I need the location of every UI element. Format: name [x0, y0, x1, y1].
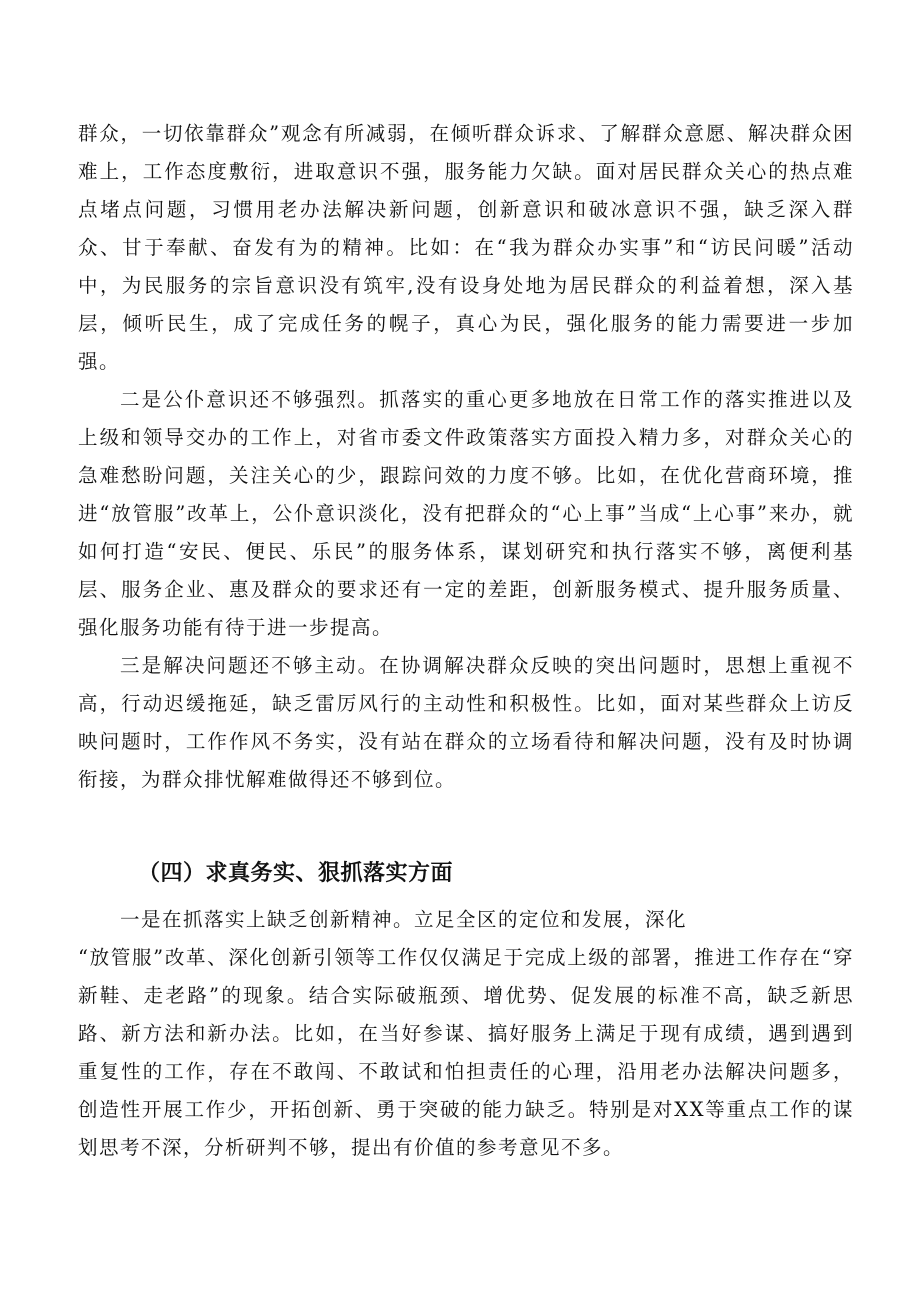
body-text-bottom — [78, 901, 854, 1167]
paragraph-innovation-body: “放管服”改革、深化创新引领等工作仅仅满足于完成上级的部署，推进工作存在“穿新鞋、走老路”的现象。结合实际破瓶颈、增优势、促发展的标准不高，缺乏新思路、新方法和新办法。比如，在当好参谋、搞好服务上满足于现有成绩，遇到遇到重复性的工作，存在不敢闯、不敢试和怕担责任的心理，沿用老办法解决问题多，创造性开展工作少，开拓创新、勇于突破的能力缺乏。特别是对XX等重点工作的谋划思考不深，分析研判不够，提出有价值的参考意见不多。 — [78, 946, 854, 1159]
paragraph-continuation: 群众，一切依靠群众”观念有所减弱，在倾听群众诉求、了解群众意愿、解决群众困难上，工作态度敷衍，进取意识不强，服务能力欠缺。面对居民群众关心的热点难点堵点问题，习惯用老办法解决新问题，创新意识和破冰意识不强，缺乏深入群众、甘于奉献、奋发有为的精神。比如：在“我为群众办实事”和“访民问暖”活动中，为民服务的宗旨意识没有筑牢,没有设身处地为居民群众的利益着想，深入基层，倾听民生，成了完成任务的幌子，真心为民，强化服务的能力需要进一步加强。 — [78, 122, 854, 373]
paragraph-problem-solving: 三是解决问题还不够主动。在协调解决群众反映的突出问题时，思想上重视不高，行动迟缓拖延，缺乏雷厉风行的主动性和积极性。比如，面对某些群众上访反映问题时，工作作风不务实，没有站在群众的立场看待和解决问题，没有及时协调衔接，为群众排忧解难做得还不够到位。 — [78, 654, 854, 791]
paragraph-innovation-lead: 一是在抓落实上缺乏创新精神。立足全区的定位和发展，深化 — [120, 908, 688, 931]
paragraph-public-servant: 二是公仆意识还不够强烈。抓落实的重心更多地放在日常工作的落实推进以及上级和领导交办的工作上，对省市委文件政策落实方面投入精力多，对群众关心的急难愁盼问题，关注关心的少，跟踪问效的力度不够。比如，在优化营商环境，推进“放管服”改革上，公仆意识淡化，没有把群众的“心上事”当成“上心事”来办，就如何打造“安民、便民、乐民”的服务体系，谋划研究和执行落实不够，离便利基层、服务企业、惠及群众的要求还有一定的差距，创新服务模式、提升服务质量、强化服务功能有待于进一步提高。 — [78, 388, 854, 639]
section-heading: （四）求真务实、狠抓落实方面 — [138, 861, 454, 886]
body-text-top — [78, 115, 854, 799]
